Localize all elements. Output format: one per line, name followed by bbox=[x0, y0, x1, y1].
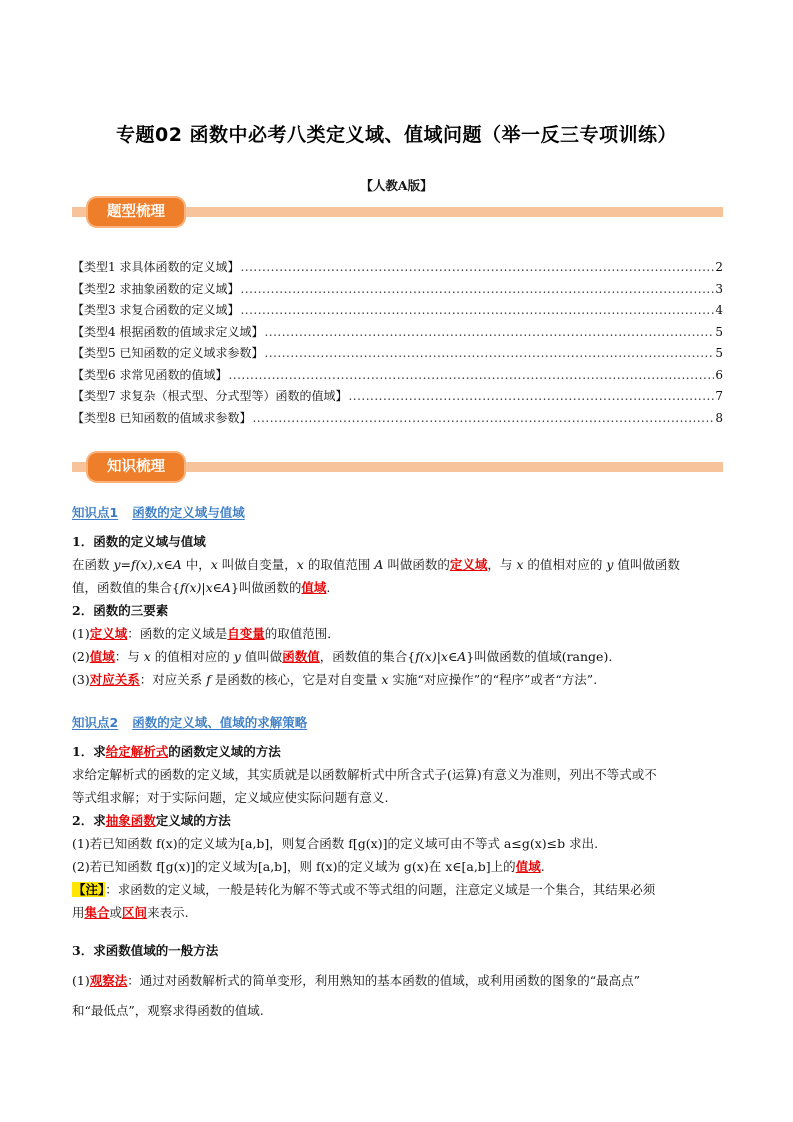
toc-page: 5 bbox=[715, 324, 723, 339]
kp2-section3-heading: 3．求函数值域的一般方法 bbox=[72, 943, 219, 958]
toc-leader bbox=[348, 389, 714, 403]
edition-label: 【人教A版】 bbox=[360, 178, 433, 193]
keyword-range: 值域 bbox=[301, 580, 327, 595]
kp1-section2-heading: 2．函数的三要素 bbox=[72, 603, 169, 618]
kp2-section3-item1-line2: 和“最低点”，观察求得函数的值域. bbox=[72, 1003, 264, 1018]
toc-page: 7 bbox=[715, 389, 723, 403]
toc-leader bbox=[264, 325, 714, 339]
toc-label: 【类型5 已知函数的定义域求参数】 bbox=[72, 346, 264, 360]
toc-page: 5 bbox=[715, 346, 723, 360]
kp1-item-3: (3)对应关系：对应关系 f 是函数的核心，它是对自变量 x 实施“对应操作”的“程序”或者“方法”. bbox=[72, 672, 598, 687]
toc-page: 6 bbox=[715, 367, 723, 382]
note-badge: 【注】 bbox=[73, 882, 105, 897]
toc-leader bbox=[264, 346, 714, 360]
toc-leader bbox=[240, 260, 714, 274]
toc-entry-8[interactable] bbox=[72, 409, 723, 431]
page-title: 专题02 函数中必考八类定义域、值域问题（举一反三专项训练） bbox=[115, 124, 678, 146]
banner-tag: 知识梳理 bbox=[88, 453, 184, 481]
kp2-section3-item1-line1: (1)观察法：通过对函数解析式的简单变形，利用熟知的基本函数的值域，或利用函数的图象的“最高点” bbox=[72, 973, 641, 988]
kp1-section1-heading: 1．函数的定义域与值域 bbox=[72, 534, 206, 549]
kp1-section1-line1: 在函数 y=f(x),x∈A 中，x 叫做自变量，x 的取值范围 A 叫做函数的定义域，与 x 的值相对应的 y 值叫做函数 bbox=[72, 557, 680, 572]
toc-leader bbox=[228, 368, 714, 382]
kp2-section2-line2: (2)若已知函数 f[g(x)]的定义域为[a,b]，则 f(x)的定义域为 g(x)在 x∈[a,b]上的值域. bbox=[72, 859, 545, 874]
toc-page: 3 bbox=[715, 281, 723, 296]
kp-label: 知识点1 bbox=[72, 505, 119, 520]
toc-leader bbox=[252, 411, 714, 425]
toc-leader bbox=[240, 282, 714, 296]
keyword-domain: 定义域 bbox=[449, 557, 488, 572]
kp2-section2-line1: (1)若已知函数 f(x)的定义域为[a,b]，则复合函数 f[g(x)]的定义域可由不等式 a≤g(x)≤b 求出. bbox=[72, 836, 599, 851]
toc-entry-5[interactable] bbox=[72, 344, 723, 366]
kp2-section3 bbox=[72, 936, 723, 1026]
toc-label: 【类型2 求抽象函数的定义域】 bbox=[72, 281, 240, 296]
toc-entry-2[interactable] bbox=[72, 280, 723, 302]
toc-leader bbox=[240, 303, 714, 317]
knowledge-point-2-heading bbox=[72, 713, 307, 731]
toc-entry-4[interactable] bbox=[72, 323, 723, 345]
kp1-section1-line2: 值，函数值的集合{f(x)|x∈A}叫做函数的值域. bbox=[72, 580, 331, 595]
toc-label: 【类型6 求常见函数的值域】 bbox=[72, 367, 228, 382]
toc-entry-6[interactable] bbox=[72, 366, 723, 388]
toc-label: 【类型8 已知函数的值域求参数】 bbox=[72, 410, 252, 425]
kp-title: 函数的定义域与值域 bbox=[132, 505, 245, 520]
kp1-item-2: (2)值域：与 x 的值相对应的 y 值叫做函数值，函数值的集合{f(x)|x∈A}叫做函数的值域(range). bbox=[72, 649, 613, 664]
table-of-contents bbox=[72, 258, 723, 430]
banner-tag: 题型梳理 bbox=[88, 198, 184, 226]
toc-page: 8 bbox=[715, 410, 723, 425]
kp-label: 知识点2 bbox=[72, 715, 119, 730]
kp1-item-1: (1)定义域：函数的定义域是自变量的取值范围． bbox=[72, 626, 340, 641]
kp1-body bbox=[72, 530, 723, 691]
kp2-section1-line1: 求给定解析式的函数的定义域，其实质就是以函数解析式中所含式子(运算)有意义为准则，列出不等式或不 bbox=[72, 767, 657, 782]
knowledge-point-1-heading bbox=[72, 503, 245, 521]
section-banner-knowledge bbox=[72, 453, 723, 483]
kp2-section1-line2: 等式组求解；对于实际问题，定义域应使实际问题有意义. bbox=[72, 790, 389, 805]
toc-entry-1[interactable] bbox=[72, 258, 723, 280]
toc-label: 【类型4 根据函数的值域求定义域】 bbox=[72, 324, 264, 339]
kp2-note-line2: 用集合或区间来表示. bbox=[72, 905, 189, 920]
toc-entry-7[interactable] bbox=[72, 387, 723, 409]
kp2-section1-heading: 1．求给定解析式的函数定义域的方法 bbox=[72, 744, 281, 759]
kp-title: 函数的定义域、值域的求解策略 bbox=[132, 715, 308, 730]
kp2-body bbox=[72, 740, 723, 924]
kp2-section2-heading: 2．求抽象函数定义域的方法 bbox=[72, 813, 231, 828]
toc-entry-3[interactable] bbox=[72, 301, 723, 323]
toc-label: 【类型3 求复合函数的定义域】 bbox=[72, 303, 240, 317]
toc-label: 【类型1 求具体函数的定义域】 bbox=[72, 260, 240, 274]
kp2-note-line1: 【注】：求函数的定义域，一般是转化为解不等式或不等式组的问题，注意定义域是一个集合，其结果必须 bbox=[73, 882, 656, 897]
toc-page: 4 bbox=[715, 303, 723, 317]
toc-label: 【类型7 求复杂（根式型、分式型等）函数的值域】 bbox=[72, 389, 348, 403]
section-banner-question-types bbox=[72, 198, 723, 228]
toc-page: 2 bbox=[715, 260, 723, 274]
